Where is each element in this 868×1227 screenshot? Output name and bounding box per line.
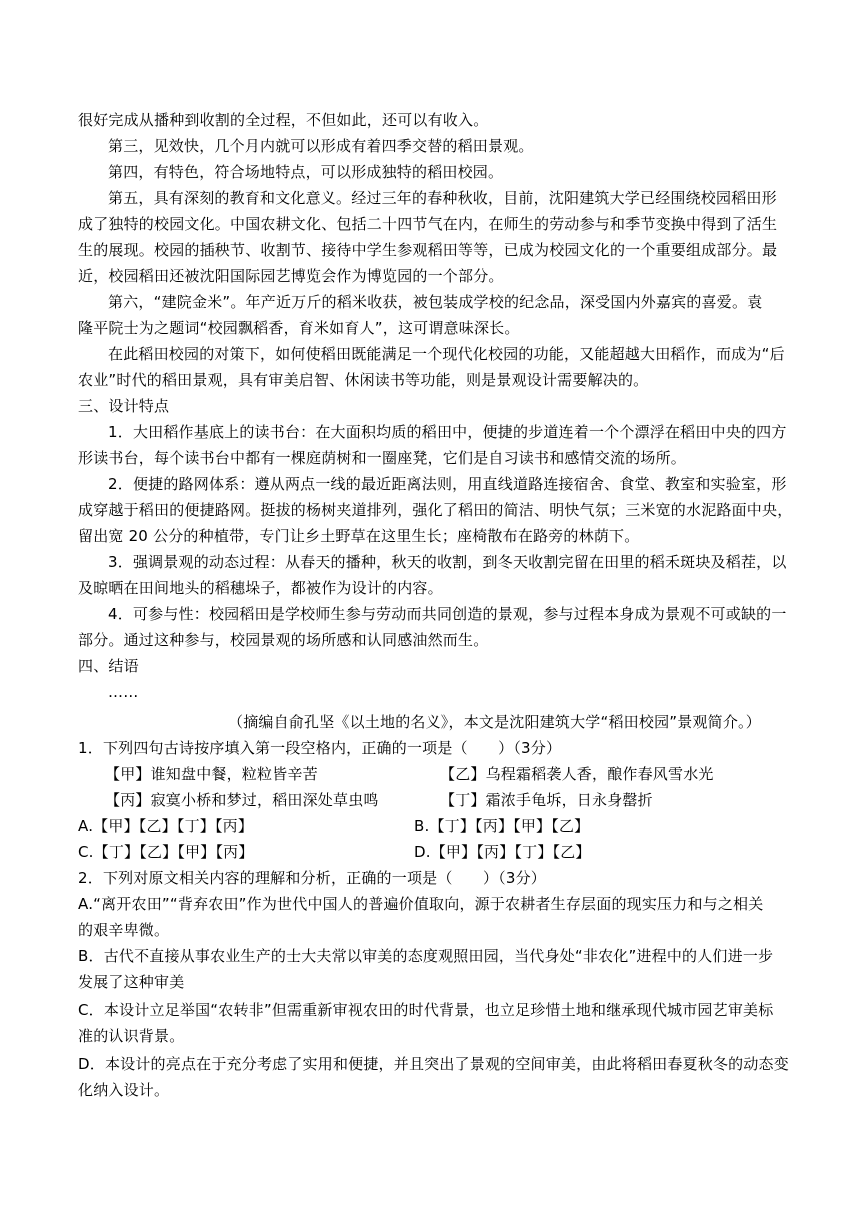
question-2-option-d[interactable]: D．本设计的亮点在于充分考虑了实用和便捷，并且突出了景观的空间审美，由此将稻田春夏秋冬的动态变 <box>78 1055 789 1073</box>
passage-line: 很好完成从播种到收割的全过程，不但如此，还可以有收入。 <box>78 111 489 129</box>
poem-bing: 【丙】寂寞小桥和梦过，稻田深处草虫鸣 <box>105 791 379 809</box>
question-2-option-a[interactable]: A.“离开农田”“背弃农田”作为世代中国人的普遍价值取向，源于农耕者生存层面的现实压力和与之相关 <box>78 895 764 913</box>
passage-line: 留出宽 20 公分的种植带，专门让乡土野草在这里生长；座椅散布在路旁的林荫下。 <box>78 527 640 545</box>
question-2-stem: 2．下列对原文相关内容的理解和分析，正确的一项是（ ）（3分） <box>78 869 546 887</box>
question-2-option-d-cont: 化纳入设计。 <box>78 1081 170 1099</box>
passage-line: 隆平院士为之题词“校园飘稻香，育米如育人”，这可谓意味深长。 <box>78 319 520 337</box>
passage-line: 形读书台，每个读书台中都有一棵庭荫树和一圈座凳，它们是自习读书和感情交流的场所。 <box>78 449 687 467</box>
poem-yi: 【乙】乌程霜稻袭人香，酿作春风雪水光 <box>440 765 714 783</box>
question-1-option-c[interactable]: C.【丁】【乙】【甲】【丙】 <box>78 843 254 861</box>
passage-line: 及晾晒在田间地头的稻穗垛子，都被作为设计的内容。 <box>78 579 443 597</box>
source-note: （摘编自俞孔坚《以土地的名义》，本文是沈阳建筑大学“稻田校园”景观简介。） <box>228 713 761 731</box>
passage-line: 部分。通过这种参与，校园景观的场所感和认同感油然而生。 <box>78 631 489 649</box>
poem-jia: 【甲】谁知盘中餐，粒粒皆辛苦 <box>105 765 318 783</box>
question-2-option-c[interactable]: C．本设计立足举国“农转非”但需重新审视农田的时代背景，也立足珍惜土地和继承现代城市园艺审美标 <box>78 1001 774 1019</box>
question-2-option-b-cont: 发展了这种审美 <box>78 973 185 991</box>
passage-line: 农业”时代的稻田景观，具有审美启智、休闲读书等功能，则是景观设计需要解决的。 <box>78 371 649 389</box>
passage-line: 第五，具有深刻的教育和文化意义。经过三年的春种秋收，目前，沈阳建筑大学已经围绕校园稻田形 <box>108 189 777 207</box>
passage-line: 成穿越于稻田的便捷路网。挺拔的杨树夹道排列，强化了稻田的简洁、明快气氛；三米宽的水泥路面中央， <box>78 501 793 519</box>
passage-line: 1．大田稻作基底上的读书台：在大面积均质的稻田中，便捷的步道连着一个个漂浮在稻田中央的四方 <box>108 423 787 441</box>
passage-line: 第三，见效快，几个月内就可以形成有着四季交替的稻田景观。 <box>108 137 534 155</box>
passage-line: 4．可参与性：校园稻田是学校师生参与劳动而共同创造的景观，参与过程本身成为景观不可或缺的一 <box>108 605 787 623</box>
question-1-stem: 1．下列四句古诗按序填入第一段空格内，正确的一项是（ ）（3分） <box>78 739 562 757</box>
passage-line: 2．便捷的路网体系：遵从两点一线的最近距离法则，用直线道路连接宿舍、食堂、教室和实验室，形 <box>108 475 787 493</box>
passage-line: 近，校园稻田还被沈阳国际园艺博览会作为博览园的一个部分。 <box>78 267 504 285</box>
passage-line: 3．强调景观的动态过程：从春天的播种，秋天的收割，到冬天收割完留在田里的稻禾斑块及稻茬，以 <box>108 553 787 571</box>
passage-line: 在此稻田校园的对策下，如何使稻田既能满足一个现代化校园的功能，又能超越大田稻作，而成为“后 <box>108 345 785 363</box>
section-heading: 四、结语 <box>78 657 139 675</box>
question-1-option-a[interactable]: A.【甲】【乙】【丁】【丙】 <box>78 817 254 835</box>
passage-line: 第六，“建院金米”。年产近万斤的稻米收获，被包装成学校的纪念品，深受国内外嘉宾的喜爱。袁 <box>108 293 763 311</box>
question-1-option-b[interactable]: B.【丁】【丙】【甲】【乙】 <box>414 817 590 835</box>
ellipsis: …… <box>108 683 139 701</box>
question-2-option-a-cont: 的艰辛卑微。 <box>78 921 170 939</box>
poem-ding: 【丁】霜浓手龟坼，日永身罄折 <box>440 791 653 809</box>
section-heading: 三、设计特点 <box>78 397 170 415</box>
passage-line: 成了独特的校园文化。中国农耕文化、包括二十四节气在内，在师生的劳动参与和季节变换中得到了活生 <box>78 215 778 233</box>
question-2-option-c-cont: 准的认识背景。 <box>78 1027 185 1045</box>
question-1-option-d[interactable]: D.【甲】【丙】【丁】【乙】 <box>414 843 591 861</box>
passage-line: 生的展现。校园的插秧节、收割节、接待中学生参观稻田等等，已成为校园文化的一个重要组成部分。最 <box>78 241 778 259</box>
passage-line: 第四，有特色，符合场地特点，可以形成独特的稻田校园。 <box>108 163 504 181</box>
question-2-option-b[interactable]: B．古代不直接从事农业生产的士大夫常以审美的态度观照田园，当代身处“非农化”进程中的人们进一步 <box>78 947 774 965</box>
